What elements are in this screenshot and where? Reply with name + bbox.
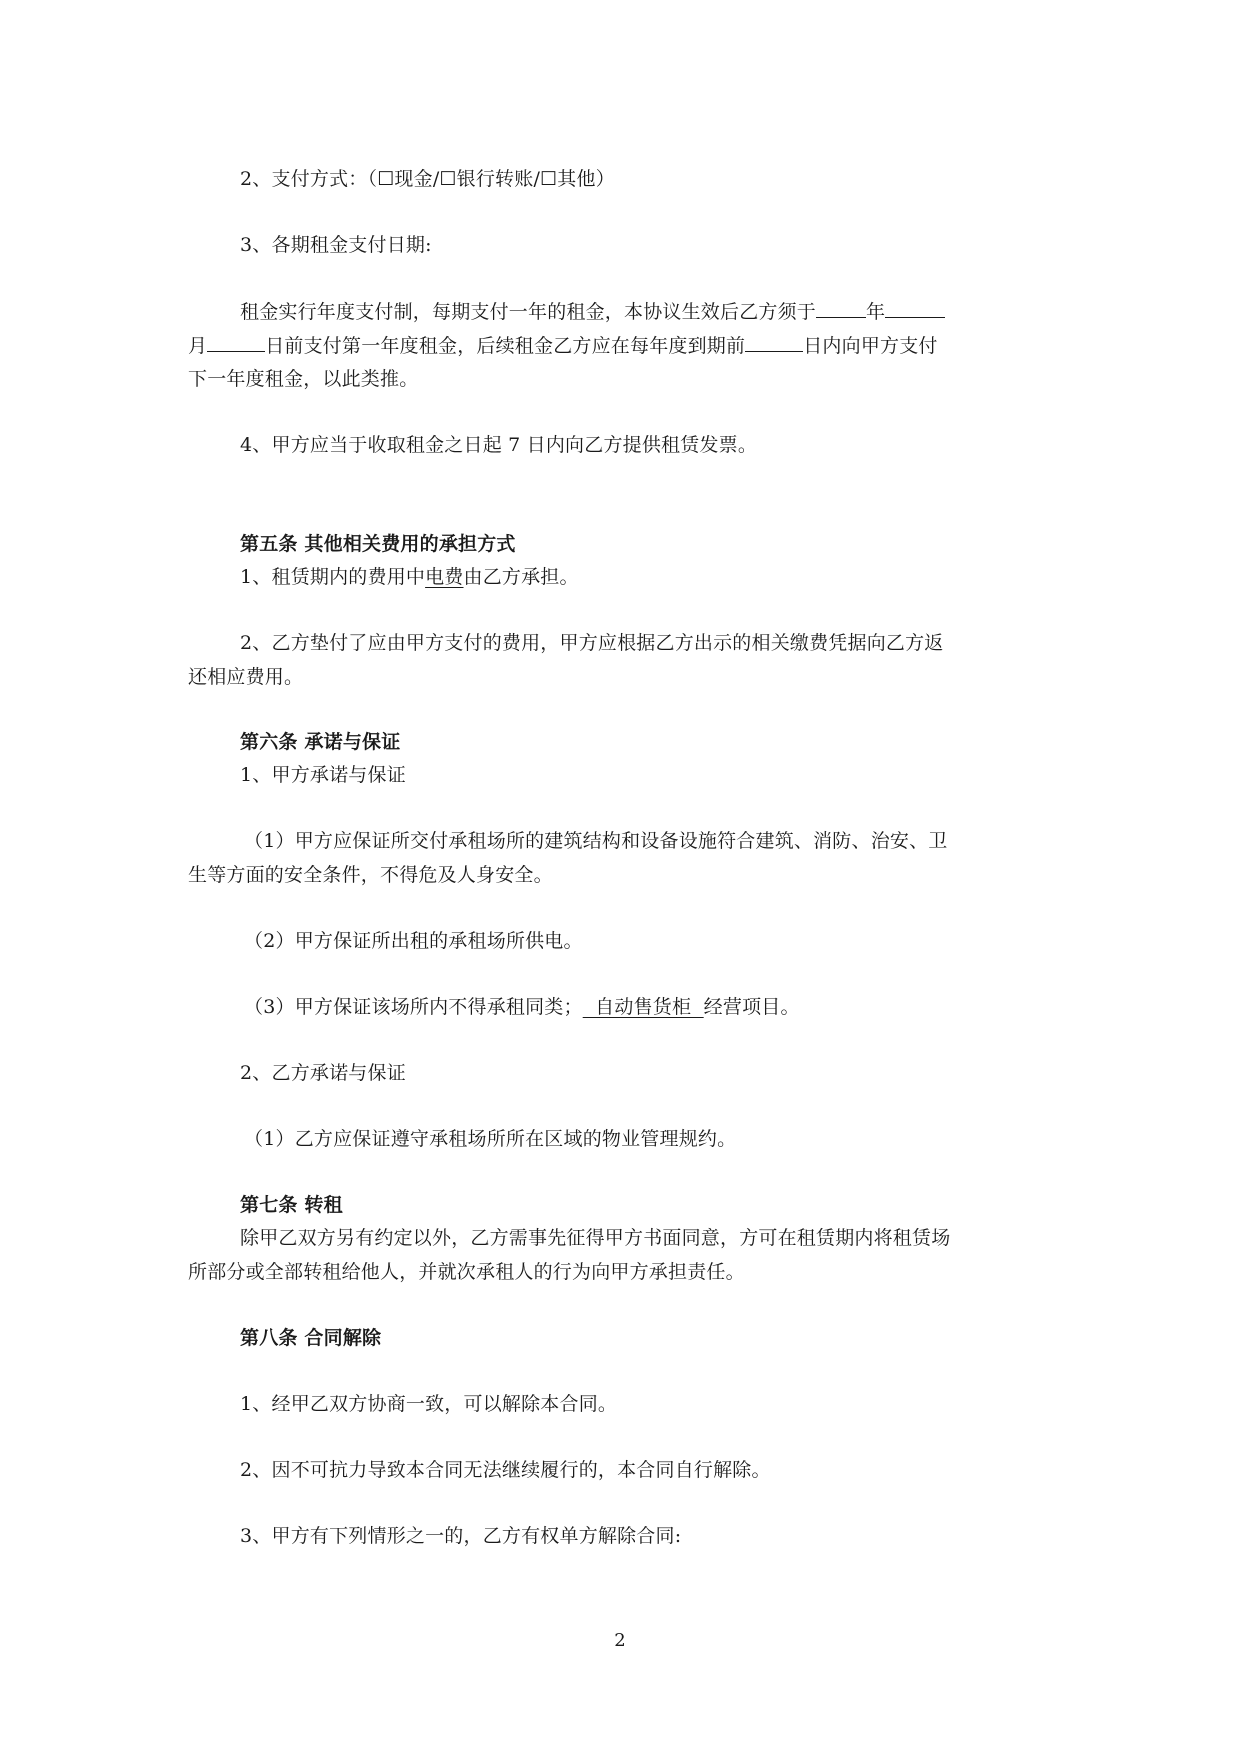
payment-schedule-line-1 xyxy=(240,299,945,324)
item-text: 1、租赁期内的费用中 xyxy=(240,566,426,588)
party-b-heading: 2、乙方承诺与保证 xyxy=(240,1062,406,1084)
party-b-item-1: （1）乙方应保证遵守承租场所所在区域的物业管理规约。 xyxy=(244,1128,737,1150)
year-blank xyxy=(816,299,866,318)
item-text: 经营项目。 xyxy=(703,996,800,1018)
section-5-item-1 xyxy=(240,565,579,589)
party-a-item-3 xyxy=(244,995,800,1019)
section-8-heading: 第八条 合同解除 xyxy=(240,1327,382,1349)
section-8-item-2: 2、因不可抗力导致本合同无法继续履行的，本合同自行解除。 xyxy=(240,1459,771,1481)
party-a-item-1-line-1: （1）甲方应保证所交付承租场所的建筑结构和设备设施符合建筑、消防、治安、卫 xyxy=(244,830,948,852)
payment-schedule-line-3: 下一年度租金，以此类推。 xyxy=(188,368,419,390)
invoice-line: 4、甲方应当于收取租金之日起 7 日内向乙方提供租赁发票。 xyxy=(240,434,758,456)
schedule-text: 年 xyxy=(866,301,886,323)
schedule-text: 租金实行年度支付制，每期支付一年的租金，本协议生效后乙方须于 xyxy=(240,301,817,323)
section-8-item-3: 3、甲方有下列情形之一的，乙方有权单方解除合同: xyxy=(240,1525,682,1547)
schedule-text: 月 xyxy=(188,335,208,357)
party-a-heading: 1、甲方承诺与保证 xyxy=(240,764,406,786)
electricity-fee: 电费 xyxy=(425,566,464,588)
item-text: （3）甲方保证该场所内不得承租同类； xyxy=(244,996,583,1018)
day-blank xyxy=(207,333,265,352)
party-a-item-1-line-2: 生等方面的安全条件，不得危及人身安全。 xyxy=(188,864,553,886)
schedule-text: 日前支付第一年度租金，后续租金乙方应在每年度到期前 xyxy=(265,335,746,357)
page-number: 2 xyxy=(614,1630,626,1651)
schedule-text: 日内向甲方支付 xyxy=(803,335,938,357)
days-before-blank xyxy=(745,333,803,352)
payment-schedule-line-2 xyxy=(188,333,938,358)
month-blank xyxy=(885,299,945,318)
payment-date-heading: 3、各期租金支付日期: xyxy=(240,234,432,256)
section-7-line-2: 所部分或全部转租给他人，并就次承租人的行为向甲方承担责任。 xyxy=(188,1261,745,1283)
section-5-item-2-line-2: 还相应费用。 xyxy=(188,666,304,688)
item-text: 由乙方承担。 xyxy=(463,566,579,588)
vending-item: 自动售货柜 xyxy=(582,996,704,1018)
section-5-item-2-line-1: 2、乙方垫付了应由甲方支付的费用，甲方应根据乙方出示的相关缴费凭据向乙方返 xyxy=(240,632,944,654)
section-7-heading: 第七条 转租 xyxy=(240,1194,343,1216)
section-5-heading: 第五条 其他相关费用的承担方式 xyxy=(240,533,516,555)
section-8-item-1: 1、经甲乙双方协商一致，可以解除本合同。 xyxy=(240,1393,618,1415)
payment-method-line: 2、支付方式：（☐现金/☐银行转账/☐其他） xyxy=(240,168,615,190)
section-6-heading: 第六条 承诺与保证 xyxy=(240,731,401,753)
party-a-item-2: （2）甲方保证所出租的承租场所供电。 xyxy=(244,930,583,952)
section-7-line-1: 除甲乙双方另有约定以外，乙方需事先征得甲方书面同意，方可在租赁期内将租赁场 xyxy=(240,1227,951,1249)
